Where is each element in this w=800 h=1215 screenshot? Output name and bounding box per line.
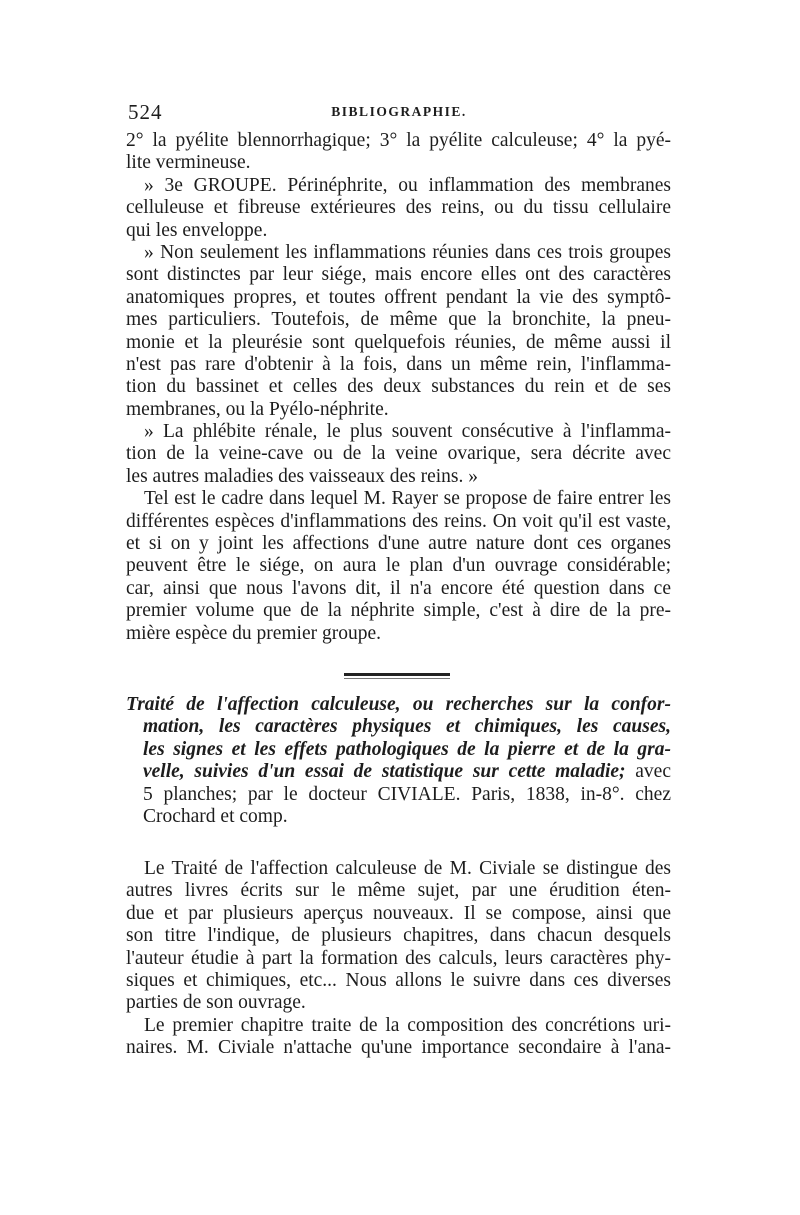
title-line (126, 761, 671, 783)
running-title: BIBLIOGRAPHIE. (331, 104, 467, 119)
text-line: lite vermineuse. (126, 152, 251, 174)
title-line-tail: avec (625, 761, 671, 783)
text-line: mes particuliers. Toutefois, de même que la bronchite, la pneu- (126, 309, 671, 331)
title-line: mation, les caractères physiques et chimiques, les causes, (143, 716, 671, 738)
text-line: et si on y joint les affections d'une autre nature dont ces organes (126, 533, 671, 555)
text-line: monie et la pleurésie sont quelquefois réunies, de même aussi il (126, 331, 671, 353)
text-line: mière espèce du premier groupe. (126, 622, 382, 644)
text-line: son titre l'indique, de plusieurs chapitres, dans chacun desquels (126, 925, 671, 947)
page-header (128, 100, 670, 126)
section-divider (344, 673, 450, 676)
text-line: 2° la pyélite blennorrhagique; 3° la pyélite calculeuse; 4° la pyé- (126, 130, 671, 151)
text-line: différentes espèces d'inflammations des reins. On voit qu'il est vaste, (126, 510, 671, 532)
text-line: tion de la veine-cave ou de la veine ovarique, sera décrite avec (126, 443, 671, 465)
text-line: qui les enveloppe. (126, 219, 268, 241)
citation-line: Crochard et comp. (143, 805, 288, 827)
citation-line: 5 planches; par le docteur CIVIALE. Paris, 1838, in-8°. chez (143, 783, 671, 805)
text-line: l'auteur étudie à part la formation des calculs, leurs caractères phy- (126, 947, 671, 969)
title-line: les signes et les effets pathologiques de la pierre et de la gra- (143, 738, 671, 760)
text-line: n'est pas rare d'obtenir à la fois, dans un même rein, l'inflamma- (126, 353, 671, 375)
text-line: sont distinctes par leur siége, mais encore elles ont des caractères (126, 264, 671, 286)
review-continuation (126, 130, 671, 645)
text-line: » La phlébite rénale, le plus souvent consécutive à l'inflamma- (144, 421, 671, 443)
text-line: » Non seulement les inflammations réunies dans ces trois groupes (144, 241, 671, 263)
text-line: peuvent être le siége, on aura le plan d'un ouvrage considérable; (126, 555, 671, 577)
text-line: » 3e GROUPE. Périnéphrite, ou inflammation des membranes (144, 174, 671, 196)
text-line: Le Traité de l'affection calculeuse de M. Civiale se distingue des (144, 858, 671, 879)
text-line: anatomiques propres, et toutes offrent pendant la vie des symptô- (126, 286, 671, 308)
text-line: celluleuse et fibreuse extérieures des reins, ou du tissu cellulaire (126, 197, 671, 219)
text-line: autres livres écrits sur le même sujet, par une érudition éten- (126, 880, 671, 902)
text-line: siques et chimiques, etc... Nous allons le suivre dans ces diverses (126, 969, 671, 991)
text-line: naires. M. Civiale n'attache qu'une importance secondaire à l'ana- (126, 1037, 671, 1059)
bibliographic-entry (126, 694, 671, 828)
text-line: tion du bassinet et celles des deux substances du rein et de ses (126, 376, 671, 398)
text-line: Le premier chapitre traite de la composition des concrétions uri- (144, 1014, 671, 1036)
review-body (126, 858, 671, 1060)
text-line: parties de son ouvrage. (126, 992, 306, 1014)
text-line: car, ainsi que nous l'avons dit, il n'a encore été question dans ce (126, 577, 671, 599)
text-line: due et par plusieurs aperçus nouveaux. Il se compose, ainsi que (126, 902, 671, 924)
page-number: 524 (128, 100, 163, 124)
text-line: les autres maladies des vaisseaux des reins. » (126, 465, 478, 487)
title-line-text: velle, suivies d'un essai de statistique sur cette maladie; (143, 761, 626, 783)
text-line: membranes, ou la Pyélo-néphrite. (126, 398, 389, 420)
text-line: premier volume que de la néphrite simple, c'est à dire de la pre- (126, 600, 671, 622)
title-line: Traité de l'affection calculeuse, ou recherches sur la confor- (126, 694, 671, 715)
text-line: Tel est le cadre dans lequel M. Rayer se propose de faire entrer les (144, 488, 671, 510)
